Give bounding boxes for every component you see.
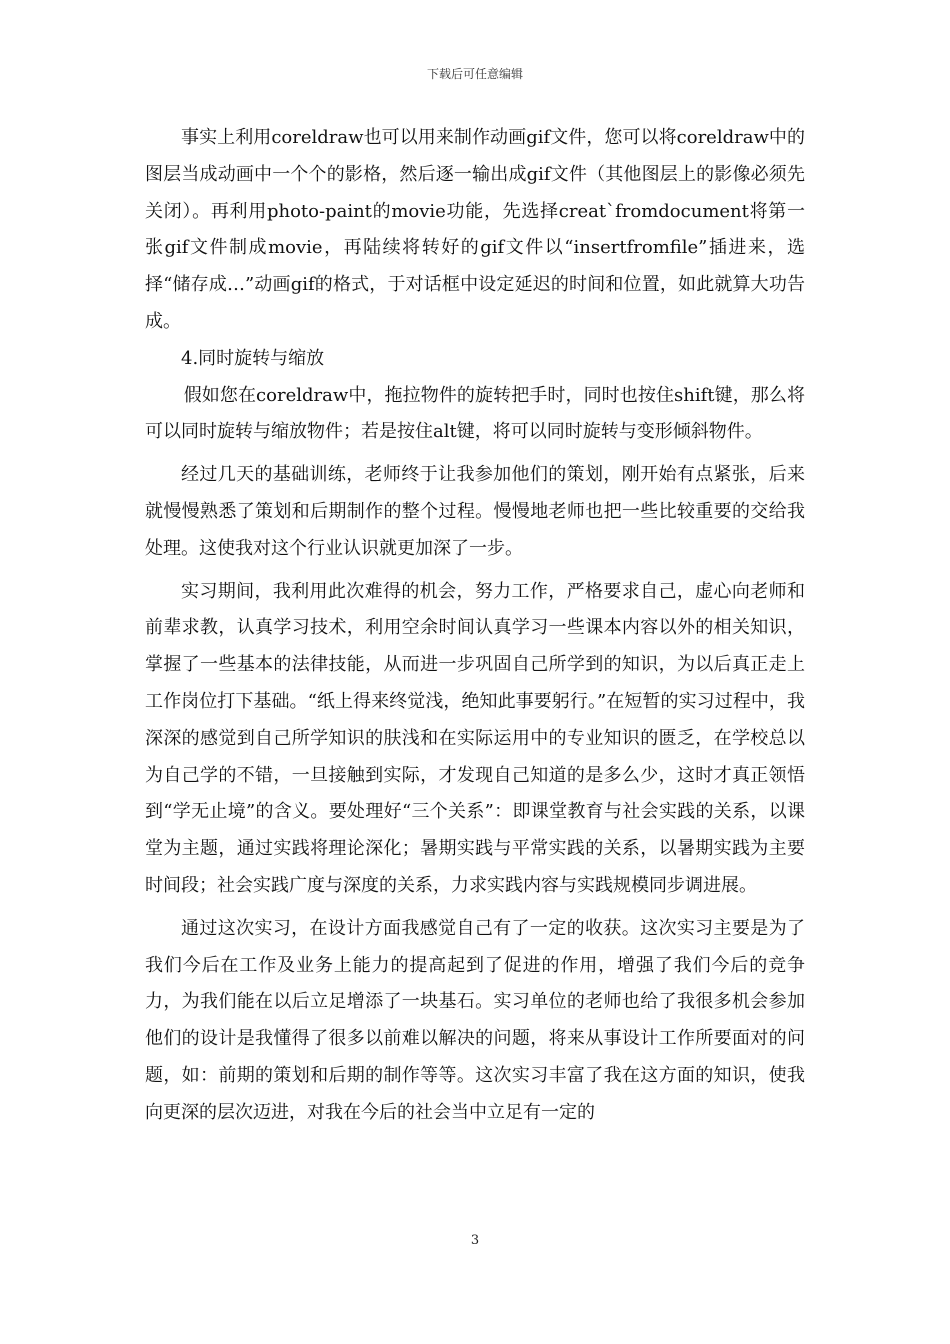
page-header: 下载后可任意编辑: [426, 67, 523, 81]
paragraph-coreldraw-gif: 事实上利用coreldraw也可以用来制作动画gif文件，您可以将coreldraw中的图层当成动画中一个个的影格，然后逐一输出成gif文件（其他图层上的影像必须先关闭）。再利用photo-paint的movie功能，先选择creat`fromdocument将第一张gif文件制成movie，再陆续将转好的gif文件以“insertfromfile”插进来，选择“储存成…”动画gif的格式，于对话框中设定延迟的时间和位置，如此就算大功告成。: [145, 127, 805, 332]
paragraph-internship-period: 实习期间，我利用此次难得的机会，努力工作，严格要求自己，虚心向老师和前辈求教，认真学习技术，利用空余时间认真学习一些课本内容以外的相关知识，掌握了一些基本的法律技能，从而进一步巩固自己所学到的知识，为以后真正走上工作岗位打下基础。“纸上得来终觉浅，绝知此事要躬行。”在短暂的实习过程中，我深深的感觉到自己所学知识的肤浅和在实际运用中的专业知识的匮乏，在学校总以为自己学的不错，一旦接触到实际，才发现自己知道的是多么少，这时才真正领悟到“学无止境”的含义。要处理好“三个关系”：即课堂教育与社会实践的关系，以课堂为主题，通过实践将理论深化；暑期实践与平常实践的关系，以暑期实践为主要时间段；社会实践广度与深度的关系，力求实践内容与实践规模同步调进展。: [145, 580, 805, 896]
paragraph-rotate-scale: 假如您在coreldraw中，拖拉物件的旋转把手时，同时也按住shift键，那么将可以同时旋转与缩放物件；若是按住alt键，将可以同时旋转与变形倾斜物件。: [145, 384, 805, 443]
paragraph-internship-gains: 通过这次实习，在设计方面我感觉自己有了一定的收获。这次实习主要是为了我们今后在工作及业务上能力的提高起到了促进的作用，增强了我们今后的竞争力，为我们能在以后立足增添了一块基石。实习单位的老师也给了我很多机会参加他们的设计是我懂得了很多以前难以解决的问题，将来从事设计工作所要面对的问题，如：前期的策划和后期的制作等等。这次实习丰富了我在这方面的知识，使我向更深的层次迈进，对我在今后的社会当中立足有一定的: [145, 917, 805, 1123]
section-heading-rotate-scale: 4.同时旋转与缩放: [181, 347, 325, 369]
page-number: 3: [470, 1233, 480, 1248]
document-body: [145, 120, 805, 1132]
paragraph-training: 经过几天的基础训练，老师终于让我参加他们的策划，刚开始有点紧张，后来就慢慢熟悉了策划和后期制作的整个过程。慢慢地老师也把一些比较重要的交给我处理。这使我对这个行业认识就更加深了一步。: [145, 464, 805, 559]
